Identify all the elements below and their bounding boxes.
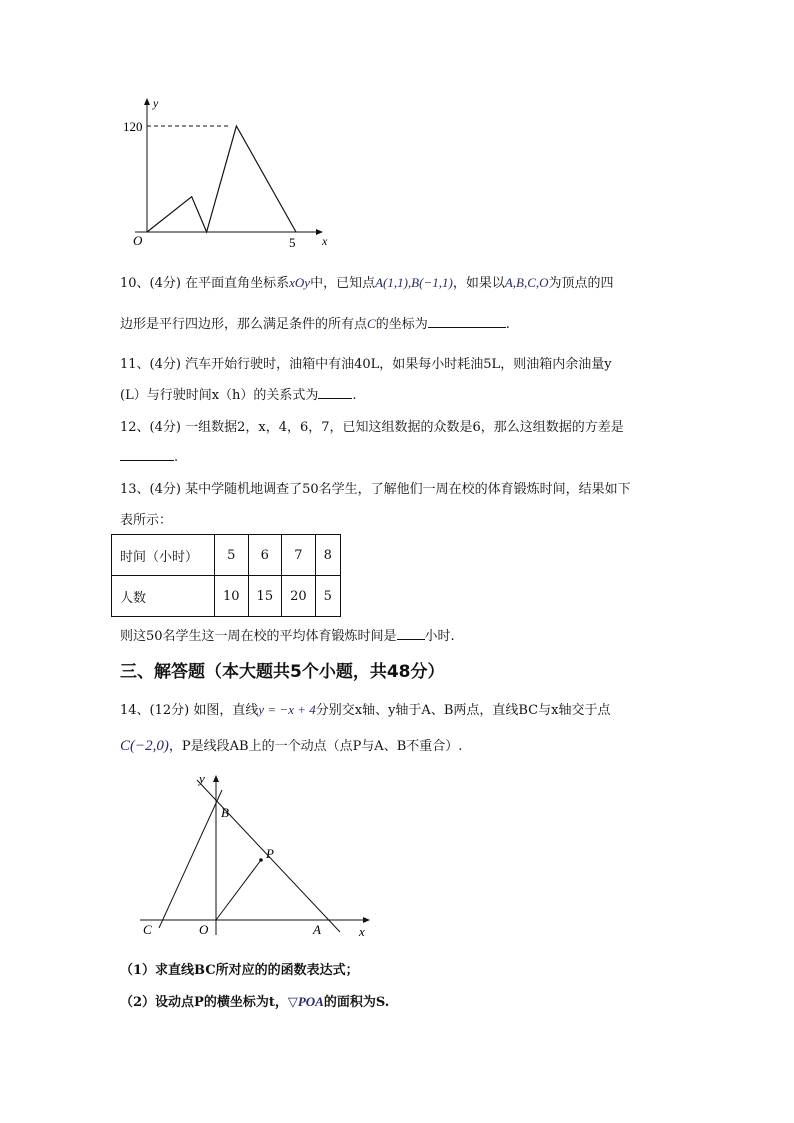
table-cell: 8 — [315, 535, 340, 576]
q13-table — [111, 534, 341, 617]
table-cell: 6 — [248, 535, 282, 576]
q13-line-2 — [120, 509, 172, 528]
q10-line2-b: 的坐标为 — [375, 317, 428, 332]
q12-line-1 — [120, 416, 624, 435]
q10-math-points: A(1,1),B(−1,1) — [375, 275, 453, 290]
table-cell: 5 — [315, 576, 340, 617]
label-b: B — [221, 805, 229, 820]
q13-text-2: 表所示： — [120, 513, 173, 528]
q10-text-c: ，如果以 — [452, 276, 505, 291]
q12-end: . — [174, 450, 179, 465]
q11-end: . — [352, 388, 357, 403]
q13-after-b: 小时. — [424, 629, 455, 644]
label-a: A — [313, 922, 321, 937]
table-cell: 15 — [248, 576, 282, 617]
table-header-cell: 人数 — [112, 576, 215, 617]
q13-score: (4分) — [149, 482, 181, 497]
graph-2 — [135, 770, 380, 940]
x-tick-label: 5 — [289, 235, 296, 250]
label-c: C — [143, 922, 152, 937]
q10-score: (4分) — [149, 276, 181, 291]
table-cell: 20 — [282, 576, 316, 617]
x-axis-arrow — [363, 917, 370, 923]
y-tick-label: 120 — [123, 119, 143, 134]
q13-line-1 — [120, 478, 631, 497]
q10-line-1 — [120, 272, 614, 291]
table-row — [112, 576, 341, 617]
table-row — [112, 535, 341, 576]
y-axis-arrow — [213, 775, 219, 782]
q14-text-a: 如图，直线 — [193, 703, 259, 718]
q11-line-1 — [120, 353, 612, 372]
q10-math-xoy: xOy — [289, 275, 311, 290]
data-line — [147, 126, 296, 232]
q13-number: 13、 — [120, 482, 150, 497]
q14-part-1: （1）求直线BC所对应的的函数表达式； — [120, 963, 359, 978]
x-axis-label: x — [322, 234, 328, 248]
q12-score: (4分) — [149, 420, 181, 435]
q11-number: 11、 — [120, 357, 150, 372]
y-axis-arrow — [144, 98, 150, 105]
point-p — [259, 858, 263, 862]
q13-answer-blank — [397, 627, 425, 640]
q11-line2: (L）与行驶时间x（h）的关系式为 — [120, 388, 319, 403]
origin-label: O — [133, 233, 143, 248]
x-axis-label: x — [359, 924, 365, 939]
q14-text-b: 分别交x轴、y轴于A、B两点，直线BC与x轴交于点 — [315, 703, 611, 718]
q14-math-triangle: ▽POA — [287, 994, 324, 1009]
table-header-cell: 时间（小时） — [112, 535, 215, 576]
graph-1 — [125, 95, 345, 255]
q10-math-c: C — [367, 316, 376, 331]
label-p: P — [266, 846, 274, 861]
q10-text: 在平面直角坐标系 — [185, 276, 290, 291]
q12-answer-blank — [120, 448, 174, 461]
q14-line-1 — [120, 699, 610, 718]
q14-math-eq: y = −x + 4 — [258, 702, 316, 717]
q14-number: 14、 — [120, 703, 150, 718]
line-bc — [159, 790, 222, 928]
q10-end: . — [505, 317, 510, 332]
y-axis-label: y — [199, 771, 205, 786]
q14-math-c: C(−2,0) — [120, 738, 169, 754]
q10-answer-blank — [428, 315, 506, 328]
q13-after-table — [120, 625, 455, 644]
q11-text: 汽车开始行驶时，油箱中有油40L，如果每小时耗油5L，则油箱内余油量y — [185, 357, 612, 372]
q14-score: (12分) — [149, 703, 190, 718]
q10-line-2 — [120, 313, 510, 332]
section-3-title: 三、解答题（本大题共5个小题，共48分） — [120, 662, 445, 682]
table-cell: 10 — [215, 576, 249, 617]
q12-number: 12、 — [120, 420, 150, 435]
table-cell: 7 — [282, 535, 316, 576]
y-axis-label: y — [153, 96, 159, 110]
label-o: O — [199, 922, 209, 937]
q14-part2-b: 的面积为S. — [323, 995, 390, 1010]
q11-line-2 — [120, 384, 357, 403]
q10-number: 10、 — [120, 276, 150, 291]
q13-after-a: 则这50名学生这一周在校的平均体育锻炼时间是 — [120, 629, 397, 644]
q13-text: 某中学随机地调查了50名学生，了解他们一周在校的体育锻炼时间，结果如下 — [185, 482, 631, 497]
q10-text-d: 为顶点的四 — [548, 276, 614, 291]
q11-answer-blank — [318, 386, 352, 399]
q14-part-2 — [120, 991, 389, 1010]
q14-part2-a: （2）设动点P的横坐标为t， — [120, 995, 288, 1010]
q11-score: (4分) — [149, 357, 181, 372]
q12-line-2 — [120, 448, 178, 465]
q10-text-b: 中，已知点 — [310, 276, 376, 291]
q12-text: 一组数据2，x，4，6，7，已知这组数据的众数是6，那么这组数据的方差是 — [185, 420, 624, 435]
table-cell: 5 — [215, 535, 249, 576]
q10-line2-a: 边形是平行四边形，那么满足条件的所有点 — [120, 317, 368, 332]
q14-text-c: ，P是线段AB上的一个动点（点P与A、B不重合）. — [168, 739, 463, 754]
segment-op — [216, 860, 261, 920]
q14-line-2 — [120, 735, 462, 755]
q10-math-vertices: A,B,C,O — [504, 275, 549, 290]
